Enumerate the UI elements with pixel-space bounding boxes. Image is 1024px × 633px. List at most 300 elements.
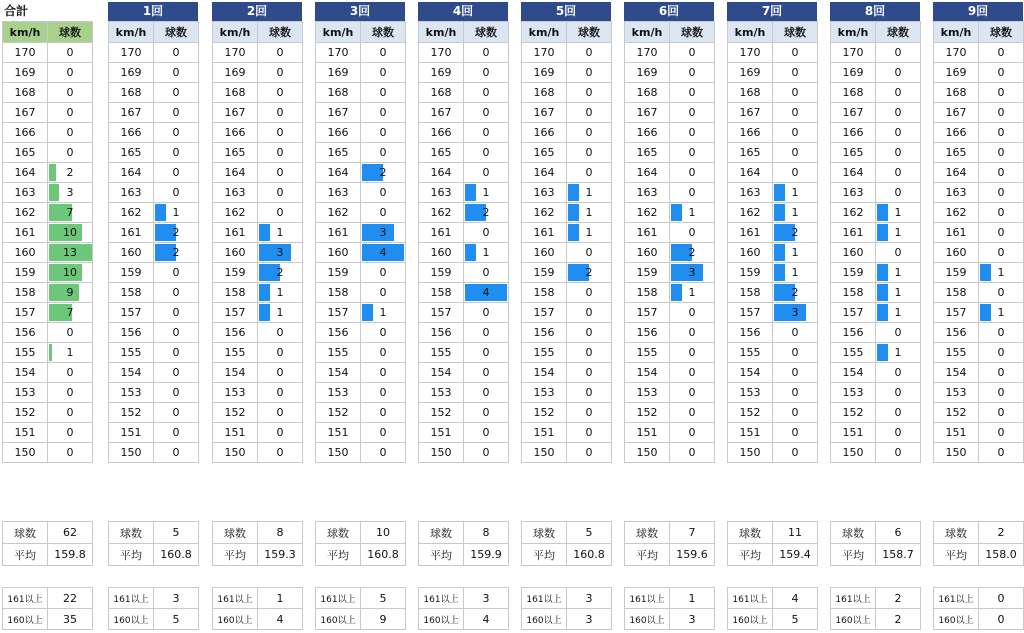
count-value: 0: [585, 66, 593, 79]
count-cell: [773, 183, 818, 203]
over160-label: 160以上: [934, 609, 979, 630]
count-value: 2: [585, 266, 593, 279]
table-row: [419, 43, 509, 63]
count-value: 1: [585, 186, 593, 199]
speed-label: 166: [213, 123, 258, 143]
speed-label: 161: [728, 223, 773, 243]
count-value: 0: [482, 326, 490, 339]
count-cell: [979, 383, 1024, 403]
speed-label: 165: [625, 143, 670, 163]
speed-label: 157: [419, 303, 464, 323]
speed-label: 155: [831, 343, 876, 363]
count-cell: [464, 123, 509, 143]
count-cell: [464, 83, 509, 103]
count-value: 0: [172, 446, 180, 459]
count-value: 10: [63, 226, 77, 239]
count-value: 0: [997, 226, 1005, 239]
count-cell: [979, 203, 1024, 223]
speed-label: 157: [934, 303, 979, 323]
table-row: [109, 403, 199, 423]
average-label: 平均: [522, 544, 567, 566]
table-row: [213, 83, 303, 103]
count-cell: [876, 343, 921, 363]
table-row: [316, 163, 406, 183]
speed-label: 164: [213, 163, 258, 183]
speed-label: 158: [213, 283, 258, 303]
count-value: 0: [791, 86, 799, 99]
table-row: [522, 263, 612, 283]
speed-label: 157: [625, 303, 670, 323]
table-row: [3, 263, 93, 283]
count-cell: [773, 303, 818, 323]
count-bar: [259, 244, 291, 261]
table-row: [831, 343, 921, 363]
table-row: [522, 183, 612, 203]
speed-label: 158: [3, 283, 48, 303]
over161-label: 161以上: [934, 588, 979, 609]
table-row: [109, 223, 199, 243]
speed-label: 160: [625, 243, 670, 263]
table-row: [213, 443, 303, 463]
over161-value: 1: [258, 588, 303, 609]
panel-inning-3: [315, 2, 405, 463]
count-cell: [979, 163, 1024, 183]
count-cell: [258, 123, 303, 143]
count-value: 0: [585, 146, 593, 159]
count-value: 0: [276, 126, 284, 139]
pitches-value: 7: [670, 522, 715, 544]
table-row: [109, 263, 199, 283]
speed-label: 151: [3, 423, 48, 443]
panel-title: 8回: [830, 2, 920, 21]
speed-label: 156: [3, 323, 48, 343]
count-cell: [876, 43, 921, 63]
header-count: 球数: [361, 22, 406, 43]
count-bar: [671, 284, 682, 301]
table-row: [934, 303, 1024, 323]
table-row: [625, 243, 715, 263]
count-cell: [48, 143, 93, 163]
header-speed: km/h: [213, 22, 258, 43]
table-row: [625, 103, 715, 123]
count-cell: [773, 123, 818, 143]
table-row: [934, 263, 1024, 283]
speed-table: [2, 21, 93, 463]
table-row: [934, 323, 1024, 343]
count-value: 1: [482, 186, 490, 199]
count-value: 2: [276, 266, 284, 279]
speed-label: 161: [109, 223, 154, 243]
count-value: 0: [585, 46, 593, 59]
count-bar: [774, 304, 806, 321]
speed-label: 154: [625, 363, 670, 383]
table-row: [831, 283, 921, 303]
speed-label: 158: [934, 283, 979, 303]
count-cell: [773, 263, 818, 283]
speed-label: 153: [109, 383, 154, 403]
speed-table: [418, 21, 509, 463]
speed-label: 153: [3, 383, 48, 403]
count-cell: [670, 403, 715, 423]
table-row: [728, 363, 818, 383]
count-value: 0: [66, 366, 74, 379]
speed-label: 155: [522, 343, 567, 363]
over160-value: 3: [567, 609, 612, 630]
table-row: [213, 423, 303, 443]
table-row: [213, 323, 303, 343]
count-cell: [154, 303, 199, 323]
header-count: 球数: [670, 22, 715, 43]
table-row: [625, 403, 715, 423]
table-row: [522, 203, 612, 223]
speed-label: 150: [316, 443, 361, 463]
table-row: [3, 103, 93, 123]
count-cell: [154, 343, 199, 363]
speed-label: 167: [625, 103, 670, 123]
speed-label: 160: [419, 243, 464, 263]
speed-label: 166: [419, 123, 464, 143]
speed-label: 157: [728, 303, 773, 323]
speed-label: 157: [213, 303, 258, 323]
speed-label: 152: [3, 403, 48, 423]
table-row: [419, 63, 509, 83]
speed-label: 165: [419, 143, 464, 163]
speed-label: 169: [419, 63, 464, 83]
speed-label: 150: [213, 443, 258, 463]
count-value: 1: [172, 206, 180, 219]
count-cell: [154, 283, 199, 303]
speed-label: 154: [831, 363, 876, 383]
table-row: [934, 43, 1024, 63]
count-value: 0: [172, 106, 180, 119]
count-cell: [154, 363, 199, 383]
count-value: 1: [997, 266, 1005, 279]
count-cell: [773, 203, 818, 223]
pitches-label: 球数: [316, 522, 361, 544]
speed-label: 160: [109, 243, 154, 263]
count-value: 0: [482, 446, 490, 459]
count-value: 0: [585, 126, 593, 139]
speed-label: 163: [625, 183, 670, 203]
count-value: 0: [276, 406, 284, 419]
average-value: 158.0: [979, 544, 1024, 566]
count-value: 1: [585, 226, 593, 239]
count-value: 1: [688, 206, 696, 219]
count-value: 0: [66, 126, 74, 139]
count-value: 0: [997, 46, 1005, 59]
count-value: 0: [172, 266, 180, 279]
count-value: 0: [482, 66, 490, 79]
count-cell: [876, 123, 921, 143]
speed-label: 167: [728, 103, 773, 123]
count-value: 2: [791, 226, 799, 239]
table-row: [419, 123, 509, 143]
speed-label: 150: [625, 443, 670, 463]
panel-title: 合計: [2, 2, 92, 21]
count-value: 0: [791, 406, 799, 419]
table-row: [728, 343, 818, 363]
count-cell: [773, 283, 818, 303]
count-value: 0: [482, 266, 490, 279]
summary-table: [212, 521, 303, 566]
speed-label: 157: [109, 303, 154, 323]
table-row: [625, 83, 715, 103]
count-cell: [464, 303, 509, 323]
count-cell: [773, 323, 818, 343]
count-value: 0: [997, 366, 1005, 379]
table-row: [934, 103, 1024, 123]
count-bar: [980, 304, 991, 321]
speed-label: 155: [316, 343, 361, 363]
speed-label: 160: [3, 243, 48, 263]
speed-table: [830, 21, 921, 463]
count-cell: [154, 263, 199, 283]
count-value: 3: [66, 186, 74, 199]
speed-label: 151: [522, 423, 567, 443]
count-cell: [979, 183, 1024, 203]
summary-table: [624, 521, 715, 566]
count-value: 0: [276, 186, 284, 199]
count-value: 0: [894, 386, 902, 399]
count-value: 0: [585, 86, 593, 99]
over160-value: 9: [361, 609, 406, 630]
count-value: 0: [66, 406, 74, 419]
count-bar: [671, 264, 703, 281]
count-cell: [361, 83, 406, 103]
table-row: [522, 243, 612, 263]
count-value: 0: [379, 386, 387, 399]
table-row: [316, 343, 406, 363]
count-cell: [48, 183, 93, 203]
speed-label: 168: [3, 83, 48, 103]
table-row: [728, 383, 818, 403]
table-row: [109, 63, 199, 83]
speed-label: 167: [213, 103, 258, 123]
count-cell: [876, 263, 921, 283]
speed-label: 151: [419, 423, 464, 443]
count-cell: [154, 183, 199, 203]
count-value: 0: [172, 86, 180, 99]
count-value: 7: [66, 206, 74, 219]
over161-label: 161以上: [213, 588, 258, 609]
count-cell: [154, 403, 199, 423]
count-cell: [361, 423, 406, 443]
average-value: 159.9: [464, 544, 509, 566]
table-row: [934, 443, 1024, 463]
table-row: [109, 323, 199, 343]
count-cell: [979, 143, 1024, 163]
table-row: [3, 363, 93, 383]
header-speed: km/h: [728, 22, 773, 43]
table-row: [831, 223, 921, 243]
speed-label: 167: [831, 103, 876, 123]
over161-label: 161以上: [316, 588, 361, 609]
threshold-table: [830, 587, 921, 630]
count-value: 1: [276, 226, 284, 239]
speed-label: 159: [3, 263, 48, 283]
count-cell: [876, 63, 921, 83]
over160-label: 160以上: [831, 609, 876, 630]
table-row: [213, 383, 303, 403]
table-row: [934, 123, 1024, 143]
count-value: 4: [379, 246, 387, 259]
count-cell: [464, 183, 509, 203]
count-value: 0: [688, 226, 696, 239]
table-row: [316, 143, 406, 163]
over160-label: 160以上: [213, 609, 258, 630]
table-row: [625, 183, 715, 203]
count-value: 0: [276, 446, 284, 459]
count-value: 0: [585, 446, 593, 459]
table-row: [213, 283, 303, 303]
table-row: [3, 43, 93, 63]
count-cell: [670, 363, 715, 383]
speed-label: 163: [213, 183, 258, 203]
table-row: [522, 143, 612, 163]
over161-label: 161以上: [522, 588, 567, 609]
count-cell: [773, 383, 818, 403]
count-cell: [670, 203, 715, 223]
speed-label: 165: [213, 143, 258, 163]
table-row: [831, 63, 921, 83]
count-value: 2: [172, 226, 180, 239]
count-cell: [361, 63, 406, 83]
count-cell: [48, 403, 93, 423]
count-cell: [979, 63, 1024, 83]
table-row: [3, 443, 93, 463]
count-cell: [670, 443, 715, 463]
count-value: 0: [894, 186, 902, 199]
count-bar: [877, 264, 888, 281]
count-cell: [876, 443, 921, 463]
count-cell: [48, 283, 93, 303]
count-value: 0: [482, 386, 490, 399]
count-value: 0: [997, 106, 1005, 119]
count-value: 2: [688, 246, 696, 259]
speed-label: 160: [213, 243, 258, 263]
table-row: [831, 263, 921, 283]
count-cell: [154, 383, 199, 403]
table-row: [934, 343, 1024, 363]
speed-label: 169: [213, 63, 258, 83]
table-row: [934, 183, 1024, 203]
table-row: [522, 323, 612, 343]
count-cell: [876, 323, 921, 343]
header-speed: km/h: [3, 22, 48, 43]
count-cell: [361, 323, 406, 343]
table-row: [213, 403, 303, 423]
table-row: [3, 63, 93, 83]
speed-label: 161: [419, 223, 464, 243]
speed-label: 162: [3, 203, 48, 223]
threshold-table: [212, 587, 303, 630]
count-value: 0: [997, 246, 1005, 259]
count-cell: [464, 63, 509, 83]
speed-label: 152: [625, 403, 670, 423]
table-row: [625, 143, 715, 163]
count-cell: [361, 303, 406, 323]
count-value: 1: [894, 306, 902, 319]
table-row: [625, 303, 715, 323]
table-row: [419, 343, 509, 363]
count-value: 0: [276, 326, 284, 339]
count-value: 4: [482, 286, 490, 299]
count-value: 3: [791, 306, 799, 319]
count-value: 0: [997, 166, 1005, 179]
count-cell: [464, 363, 509, 383]
count-value: 0: [894, 426, 902, 439]
count-cell: [670, 223, 715, 243]
count-cell: [154, 323, 199, 343]
table-row: [934, 63, 1024, 83]
average-label: 平均: [419, 544, 464, 566]
count-bar: [774, 204, 785, 221]
speed-label: 152: [213, 403, 258, 423]
table-row: [419, 203, 509, 223]
panel-title: 2回: [212, 2, 302, 21]
count-bar: [877, 224, 888, 241]
count-value: 2: [66, 166, 74, 179]
header-speed: km/h: [316, 22, 361, 43]
table-row: [625, 283, 715, 303]
speed-label: 155: [419, 343, 464, 363]
table-row: [831, 43, 921, 63]
over161-value: 3: [567, 588, 612, 609]
table-row: [316, 303, 406, 323]
speed-label: 154: [109, 363, 154, 383]
over160-label: 160以上: [3, 609, 48, 630]
count-cell: [154, 103, 199, 123]
speed-label: 162: [831, 203, 876, 223]
count-value: 1: [791, 246, 799, 259]
pitches-label: 球数: [934, 522, 979, 544]
table-row: [213, 163, 303, 183]
count-value: 0: [997, 126, 1005, 139]
table-row: [109, 103, 199, 123]
table-row: [625, 443, 715, 463]
speed-label: 153: [831, 383, 876, 403]
count-bar: [774, 184, 785, 201]
count-value: 0: [379, 126, 387, 139]
count-cell: [773, 443, 818, 463]
count-value: 0: [172, 146, 180, 159]
count-value: 0: [172, 386, 180, 399]
count-bar: [49, 344, 52, 361]
count-value: 3: [688, 266, 696, 279]
table-row: [316, 83, 406, 103]
count-cell: [670, 143, 715, 163]
table-row: [109, 343, 199, 363]
count-value: 0: [585, 246, 593, 259]
count-cell: [48, 123, 93, 143]
count-value: 0: [894, 446, 902, 459]
count-value: 0: [379, 406, 387, 419]
count-value: 0: [585, 286, 593, 299]
count-value: 0: [482, 146, 490, 159]
count-value: 0: [894, 406, 902, 419]
table-row: [934, 423, 1024, 443]
count-value: 0: [791, 166, 799, 179]
over161-label: 161以上: [419, 588, 464, 609]
count-value: 0: [379, 266, 387, 279]
count-value: 0: [482, 46, 490, 59]
count-cell: [670, 43, 715, 63]
count-value: 0: [585, 386, 593, 399]
table-row: [728, 43, 818, 63]
speed-label: 164: [831, 163, 876, 183]
count-value: 3: [276, 246, 284, 259]
speed-label: 156: [728, 323, 773, 343]
